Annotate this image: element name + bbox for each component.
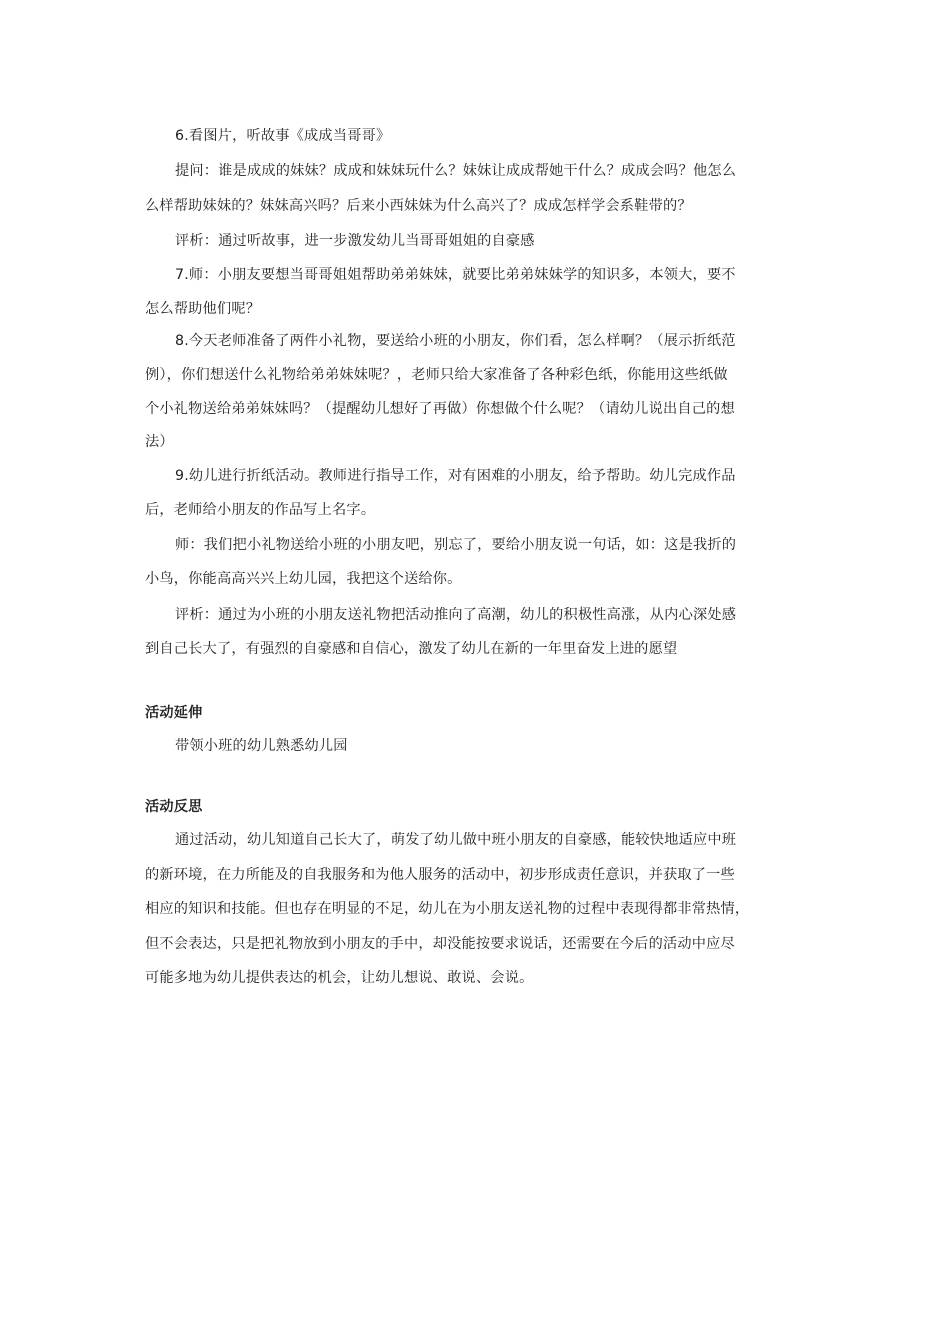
reflection-line-2: 的新环境，在力所能及的自我服务和为他人服务的活动中，初步形成责任意识，并获取了一些: [145, 867, 735, 883]
teacher-speech-line-1: 师：我们把小礼物送给小班的小朋友吧，别忘了，要给小朋友说一句话，如：这是我折的: [175, 537, 737, 553]
step-7-line-2: 怎么帮助他们呢？: [145, 301, 261, 317]
step-6-question-line-2: 么样帮助妹妹的？妹妹高兴吗？后来小西妹妹为什么高兴了？成成怎样学会系鞋带的？: [145, 198, 692, 214]
reflection-line-1: 通过活动，幼儿知道自己长大了，萌发了幼儿做中班小朋友的自豪感，能较快地适应中班: [175, 832, 737, 848]
step-7-line-1: 7.师：小朋友要想当哥哥姐姐帮助弟弟妹妹，就要比弟弟妹妹学的知识多，本领大，要不: [175, 267, 736, 283]
step-6-question-line-1: 提问：谁是成成的妹妹？成成和妹妹玩什么？妹妹让成成帮她干什么？成成会吗？他怎么: [175, 163, 737, 179]
step-6-analysis: 评析：通过听故事，进一步激发幼儿当哥哥姐姐的自豪感: [175, 233, 535, 249]
step-6-title: 6.看图片，听故事《成成当哥哥》: [175, 128, 391, 144]
step-9-line-1: 9.幼儿进行折纸活动。教师进行指导工作，对有困难的小朋友，给予帮助。幼儿完成作品: [175, 468, 736, 484]
extension-text: 带领小班的幼儿熟悉幼儿园: [175, 738, 348, 754]
reflection-line-4: 但不会表达，只是把礼物放到小朋友的手中，却没能按要求说话，还需要在今后的活动中应尽: [145, 936, 735, 952]
section-heading-extension: 活动延伸: [145, 705, 203, 721]
step-8-line-1: 8.今天老师准备了两件小礼物，要送给小班的小朋友，你们看，怎么样啊？（展示折纸范: [175, 333, 736, 349]
step-8-line-2: 例），你们想送什么礼物给弟弟妹妹呢？，老师只给大家准备了各种彩色纸，你能用这些纸做: [145, 367, 728, 383]
reflection-line-5: 可能多地为幼儿提供表达的机会，让幼儿想说、敢说、会说。: [145, 970, 534, 986]
final-analysis-line-1: 评析：通过为小班的小朋友送礼物把活动推向了高潮，幼儿的积极性高涨，从内心深处感: [175, 607, 737, 623]
section-heading-reflection: 活动反思: [145, 799, 203, 815]
step-9-line-2: 后，老师给小朋友的作品写上名字。: [145, 502, 376, 518]
step-8-line-4: 法）: [145, 434, 174, 450]
final-analysis-line-2: 到自己长大了，有强烈的自豪感和自信心，激发了幼儿在新的一年里奋发上进的愿望: [145, 641, 678, 657]
teacher-speech-line-2: 小鸟，你能高高兴兴上幼儿园，我把这个送给你。: [145, 571, 462, 587]
reflection-line-3: 相应的知识和技能。但也存在明显的不足，幼儿在为小朋友送礼物的过程中表现得都非常热情，: [145, 901, 750, 917]
step-8-line-3: 个小礼物送给弟弟妹妹吗？（提醒幼儿想好了再做）你想做个什么呢？（请幼儿说出自己的想: [145, 401, 735, 417]
